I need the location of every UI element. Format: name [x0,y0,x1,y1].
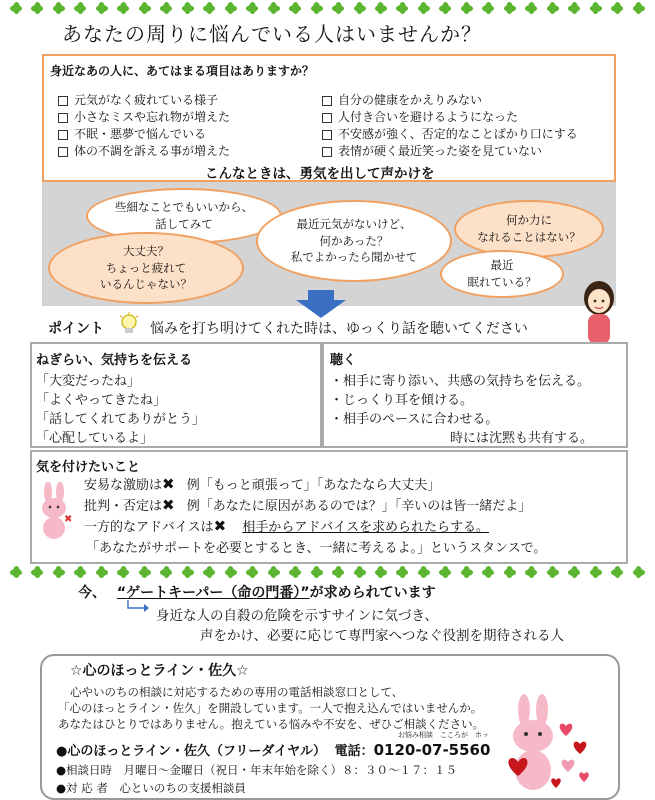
point-label: ポイント [48,321,104,337]
down-arrow-icon [296,290,346,318]
rabbit-illustration [34,482,74,540]
page-title: あなたの周りに悩んでいる人はいませんか？ [62,22,482,46]
call-to-action: こんなときは、勇気を出して声かけを [205,166,435,182]
hotline-name: ●心のほっとライン・佐久（フリーダイヤル） 電話：0120-07-5560 [56,741,491,759]
acknowledge-line: 「大変だったね」 [36,374,141,389]
x-mark-icon: ✖ [213,517,227,535]
hotline-description: あなたはひとりではありません。抱えている悩みや不安を、ぜひご相談ください。 [58,717,485,731]
speech-bubble: 何か力に なれることはない？ [454,200,604,258]
caution-line-3: 一方的なアドバイスは✖ 相手からアドバイスを求められたらする。 [84,517,489,535]
phone-ruby: お悩み相談 こころが ホッ [398,731,489,739]
checklist-item[interactable]: 不安感が強く、否定的なことばかり口にする [322,125,578,142]
checklist-item[interactable]: 不眠・悪夢で悩んでいる [58,125,206,142]
lightbulb-icon [118,312,140,338]
acknowledge-line: 「話してくれてありがとう」 [36,412,206,427]
checklist-item[interactable]: 元気がなく疲れている様子 [58,91,218,108]
listen-line: ・じっくり耳を傾ける。 [330,393,474,408]
point-text: 悩みを打ち明けてくれた時は、ゆっくり話を聴いてください [150,321,528,337]
clover-border-top [0,2,655,18]
woman-illustration [574,276,624,346]
checklist-item[interactable]: 小さなミスや忘れ物が増えた [58,108,230,125]
checklist-item[interactable]: 人付き合いを避けるようになった [322,108,518,125]
gatekeeper-line: 声をかけ、必要に応じて専門家へつなぐ役割を期待される人 [200,628,564,644]
checkbox[interactable] [58,147,68,157]
rabbit-hearts-illustration [488,692,598,796]
listen-line: 時には沈黙も共有する。 [450,431,594,446]
checkbox[interactable] [58,96,68,106]
gatekeeper-title: 今、 “ゲートキーパー（命の門番）”が求められています [78,585,436,601]
speech-bubble: 大丈夫？ ちょっと疲れて いるんじゃない？ [48,232,244,304]
x-mark-icon: ✖ [162,496,175,514]
checklist-item[interactable]: 体の不調を訴える事が増えた [58,142,230,159]
listen-title: 聴く [330,353,357,368]
checklist-item[interactable]: 自分の健康をかえりみない [322,91,482,108]
caution-line-4: 「あなたがサポートを必要とするとき、一緒に考えるよ。」というスタンスで。 [86,541,547,556]
checkbox[interactable] [322,113,332,123]
corner-arrow-icon [126,600,150,614]
checkbox[interactable] [322,147,332,157]
speech-bubble: 最近元気がないけど、 何かあった？ 私でよかったら聞かせて [256,200,452,282]
checklist-heading: 身近なあの人に、あてはまる項目はありますか？ [50,64,315,78]
phone-number[interactable]: 0120-07-5560 [373,741,491,759]
hotline-hours: ●相談日時 月曜日～金曜日（祝日・年末年始を除く）８：３０～１７：１５ [56,763,458,777]
checkbox[interactable] [58,130,68,140]
acknowledge-line: 「よくやってきたね」 [36,393,167,408]
acknowledge-line: 「心配しているよ」 [36,431,154,446]
checklist-item[interactable]: 表情が硬く最近笑った姿を見ていない [322,142,542,159]
listen-line: ・相手に寄り添い、共感の気持ちを伝える。 [330,374,591,389]
checkbox[interactable] [58,113,68,123]
speech-bubble: 些細なことでもいいから、 話してみて [86,188,282,244]
caution-line-2: 批判・否定は✖ 例「あなたに原因があるのでは？」「辛いのは皆一緒だよ」 [84,496,532,514]
clover-border-middle [0,566,655,582]
checkbox[interactable] [322,96,332,106]
hotline-title: ☆心のほっとライン・佐久☆ [70,663,249,679]
hotline-description: 心やいのちの相談に対応するための専用の電話相談窓口として、 [70,685,404,699]
hotline-description: 「心のほっとライン・佐久」を開設しています。一人で抱え込んではいませんか。 [58,701,483,715]
gatekeeper-line: 身近な人の自殺の危険を示すサインに気づき、 [156,608,439,624]
x-mark-icon: ✖ [162,475,175,493]
svg-text:✖: ✖ [64,514,73,525]
caution-title: 気を付けたいこと [36,460,141,475]
speech-bubble: 最近 眠れている？ [440,250,564,298]
listen-line: ・相手のペースに合わせる。 [330,412,499,427]
checkbox[interactable] [322,130,332,140]
hotline-staff: ●対 応 者 心といのちの支援相談員 [56,781,246,795]
gatekeeper-term: “ゲートキーパー（命の門番）” [116,585,310,601]
caution-line-1: 安易な激励は✖ 例「もっと頑張って」「あなたなら大丈夫」 [84,475,441,493]
acknowledge-title: ねぎらい、気持ちを伝える [36,353,193,368]
